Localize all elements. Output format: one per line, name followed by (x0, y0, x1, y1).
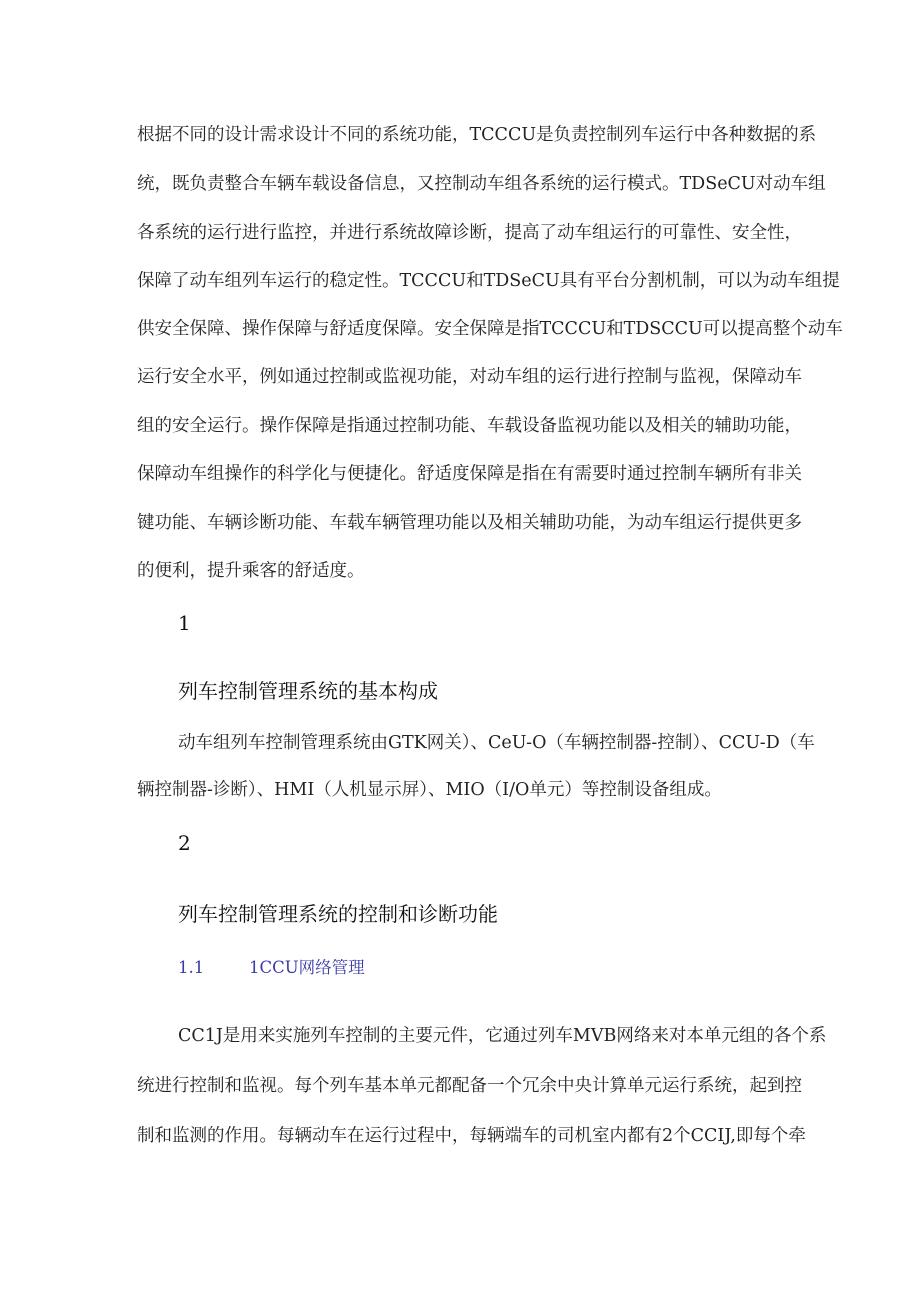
section-number: 1 (178, 611, 191, 635)
paragraph-line: 的便利，提升乘客的舒适度。 (137, 561, 365, 581)
paragraph-line: 组的安全运行。操作保障是指通过控制功能、车载设备监视功能以及相关的辅助功能， (137, 416, 802, 436)
paragraph-line: 辆控制器-诊断）、HMI（人机显示屏）、MIO（I/O单元）等控制设备组成。 (137, 780, 722, 800)
section-heading: 列车控制管理系统的控制和诊断功能 (178, 902, 498, 926)
paragraph-line: 键功能、车辆诊断功能、车载车辆管理功能以及相关辅助功能，为动车组运行提供更多 (137, 513, 802, 533)
subsection-title: 1CCU网络管理 (249, 958, 365, 977)
paragraph-line: 运行安全水平，例如通过控制或监视功能，对动车组的运行进行控制与监视，保障动车 (137, 367, 802, 387)
paragraph-line: 统，既负责整合车辆车载设备信息，又控制动车组各系统的运行模式。TDSeCU对动车组 (137, 174, 826, 194)
paragraph-line: 统进行控制和监视。每个列车基本单元都配备一个冗余中央计算单元运行系统，起到控 (137, 1076, 802, 1096)
paragraph-line: CC1J是用来实施列车控制的主要元件，它通过列车MVB网络来对本单元组的各个系 (178, 1026, 827, 1046)
paragraph-line: 动车组列车控制管理系统由GTK网关）、CeU-O（车辆控制器-控制）、CCU-D（车 (178, 733, 815, 753)
paragraph-line: 根据不同的设计需求设计不同的系统功能，TCCCU是负责控制列车运行中各种数据的系 (137, 125, 817, 145)
paragraph-line: 保障了动车组列车运行的稳定性。TCCCU和TDSeCU具有平台分割机制，可以为动车组提 (137, 271, 840, 291)
paragraph-line: 供安全保障、操作保障与舒适度保障。安全保障是指TCCCU和TDSCCU可以提高整个动车 (137, 319, 843, 339)
section-heading: 列车控制管理系统的基本构成 (178, 679, 438, 703)
paragraph-line: 保障动车组操作的科学化与便捷化。舒适度保障是指在有需要时通过控制车辆所有非关 (137, 464, 802, 484)
paragraph-line: 制和监测的作用。每辆动车在运行过程中，每辆端车的司机室内都有2个CCIJ,即每个牵 (137, 1126, 806, 1146)
paragraph-line: 各系统的运行进行监控，并进行系统故障诊断，提高了动车组运行的可靠性、安全性， (137, 223, 802, 243)
section-number: 2 (178, 831, 191, 855)
subsection-number: 1.1 (178, 958, 205, 977)
